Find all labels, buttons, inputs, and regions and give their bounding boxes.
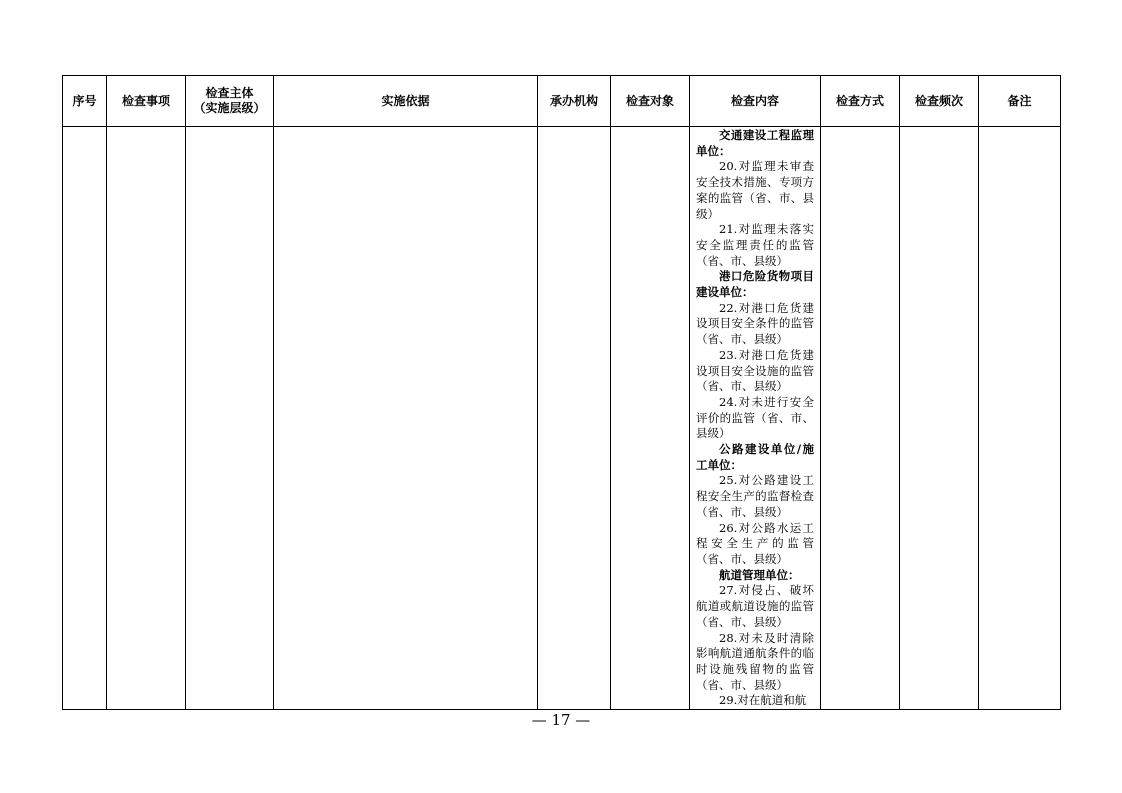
header-inspection-item: 检查事项 (107, 76, 186, 127)
cell-serial (63, 127, 107, 710)
cell-remarks (979, 127, 1061, 710)
header-legal-basis: 实施依据 (274, 76, 538, 127)
page-number: — 17 — (531, 711, 591, 729)
inspection-table (62, 75, 1061, 710)
cell-inspection-content (690, 127, 821, 710)
content-item: 28.对未及时清除影响航道通航条件的临时设施残留物的监管（省、市、县级） (696, 630, 814, 692)
content-item: 24.对未进行安全评价的监管（省、市、县级） (696, 394, 814, 441)
content-item: 26.对公路水运工程安全生产的监管（省、市、县级） (696, 520, 814, 566)
content-group-heading: 港口危险货物项目建设单位： (696, 269, 814, 300)
content-item: 20.对监理未审查安全技术措施、专项方案的监管（省、市、县级） (696, 159, 814, 221)
content-item: 29.对在航道和航 (719, 693, 807, 708)
header-subject-line1: 检查主体 (205, 86, 254, 100)
content-group-heading: 航道管理单位： (719, 567, 800, 582)
content-item: 27.对侵占、破坏航道或航道设施的监管（省、市、县级） (696, 583, 814, 629)
cell-inspection-subject (186, 127, 274, 710)
header-inspection-frequency: 检查频次 (900, 76, 979, 127)
header-inspection-content: 检查内容 (690, 76, 821, 127)
header-inspection-subject (186, 76, 274, 127)
content-item: 25.对公路建设工程安全生产的监督检查（省、市、县级） (696, 473, 814, 519)
header-handling-agency: 承办机构 (538, 76, 611, 127)
cell-legal-basis (274, 127, 538, 710)
header-row (63, 76, 1061, 127)
header-remarks: 备注 (979, 76, 1061, 127)
header-subject-line2: （实施层级） (193, 101, 266, 115)
cell-handling-agency (538, 127, 611, 710)
cell-inspection-method (821, 127, 900, 710)
content-item: 21.对监理未落实安全监理责任的监管（省、市、县级） (696, 222, 814, 268)
cell-inspection-target (611, 127, 690, 710)
content-item: 23.对港口危货建设项目安全设施的监管（省、市、县级） (696, 347, 814, 394)
content-group-heading: 交通建设工程监理单位： (696, 128, 814, 158)
content-list (696, 128, 814, 709)
header-inspection-method: 检查方式 (821, 76, 900, 127)
content-group-heading: 公路建设单位/施工单位： (696, 442, 814, 472)
header-serial: 序号 (63, 76, 107, 127)
header-inspection-target: 检查对象 (611, 76, 690, 127)
content-item: 22.对港口危货建设项目安全条件的监管（省、市、县级） (696, 300, 814, 347)
cell-inspection-frequency (900, 127, 979, 710)
cell-inspection-item (107, 127, 186, 710)
table-row (63, 127, 1061, 710)
